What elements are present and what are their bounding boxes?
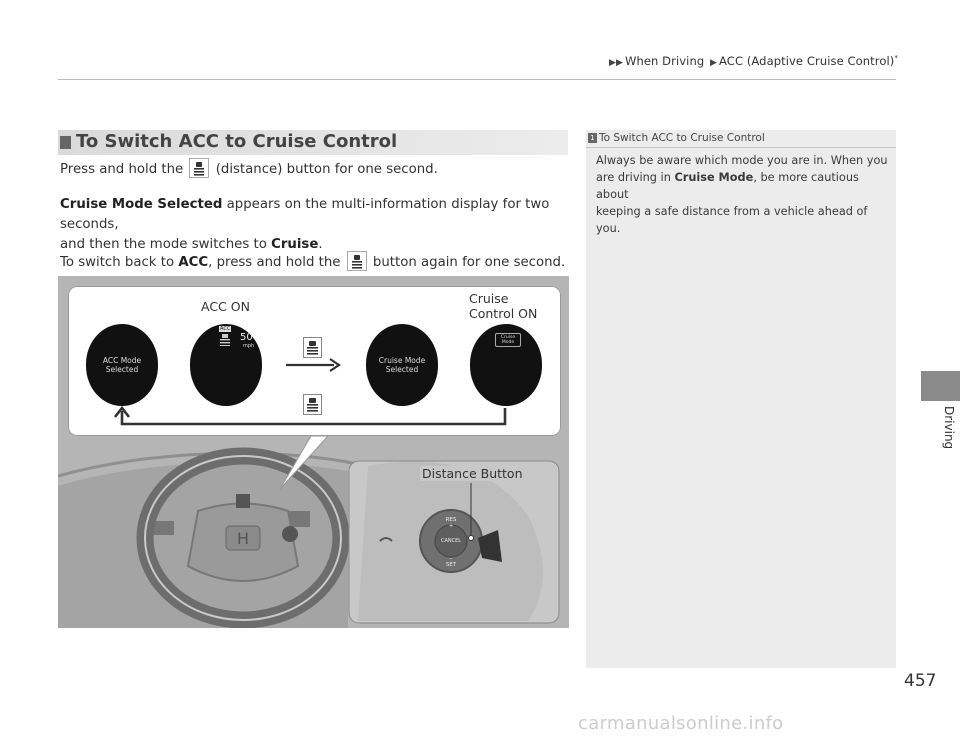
term-cruise-mode-selected: Cruise Mode Selected bbox=[60, 197, 223, 212]
chapter-tab-label: Driving bbox=[942, 406, 956, 450]
display-acc-on: ACC 50 mph bbox=[190, 324, 262, 406]
breadcrumb-arrows-icon: ▶▶ bbox=[608, 58, 623, 68]
label-cruise-control-on: Cruise Control ON bbox=[469, 291, 538, 321]
breadcrumb-item-when-driving: When Driving bbox=[625, 54, 705, 68]
distance-button-label: Distance Button bbox=[422, 466, 523, 481]
side-note-text: Always be aware which mode you are in. When you are driving in Cruise Mode, be more cautious about keeping a safe distance from a vehicle ahead of you. bbox=[596, 154, 888, 235]
display-cruise-on: Cruise Mode bbox=[470, 324, 542, 406]
term-acc: ACC bbox=[178, 255, 209, 270]
note-number-icon: 1 bbox=[588, 133, 597, 143]
watermark: carmanualsonline.info bbox=[578, 713, 784, 734]
text: , press and hold the bbox=[208, 255, 341, 270]
breadcrumb-item-acc: ACC (Adaptive Cruise Control) bbox=[719, 54, 895, 68]
paragraph-press-hold bbox=[60, 158, 570, 180]
text: and then the mode switches to bbox=[60, 237, 267, 252]
paragraph-switch-back bbox=[60, 251, 570, 273]
breadcrumb bbox=[607, 54, 898, 68]
chapter-tab[interactable] bbox=[921, 371, 960, 401]
option-mark: * bbox=[894, 54, 898, 63]
term-cruise: Cruise bbox=[271, 237, 319, 252]
text: To switch back to bbox=[60, 255, 175, 270]
text: (distance) button for one second. bbox=[215, 162, 438, 177]
section-square-icon bbox=[60, 136, 71, 149]
svg-text:H: H bbox=[236, 529, 250, 548]
side-note-title: To Switch ACC to Cruise Control bbox=[599, 132, 765, 144]
label-acc-on: ACC ON bbox=[201, 299, 250, 314]
display-cruise-mode-selected: Cruise Mode Selected bbox=[366, 324, 438, 406]
text: Press and hold the bbox=[60, 162, 184, 177]
mode-sequence-panel bbox=[68, 286, 561, 436]
section-title: To Switch ACC to Cruise Control bbox=[76, 131, 398, 152]
side-note-divider bbox=[586, 147, 896, 148]
page-number: 457 bbox=[904, 671, 937, 691]
distance-button-icon bbox=[189, 158, 209, 178]
mode-arrows bbox=[68, 286, 561, 436]
display-acc-mode-selected: ACC Mode Selected bbox=[86, 324, 158, 406]
set-minus-label: – SET bbox=[445, 556, 457, 568]
cancel-label: CANCEL bbox=[440, 538, 462, 544]
paragraph-cruise-selected bbox=[60, 195, 570, 255]
distance-button-icon bbox=[347, 251, 367, 271]
text: appears on the multi-information display for two seconds, bbox=[60, 197, 550, 232]
section-heading bbox=[58, 130, 568, 155]
header-divider bbox=[58, 79, 896, 80]
text: button again for one second. bbox=[372, 255, 566, 270]
side-note-heading bbox=[588, 132, 765, 144]
res-plus-label: RES + bbox=[445, 517, 457, 529]
breadcrumb-arrow-icon: ▶ bbox=[710, 58, 718, 68]
text: . bbox=[318, 237, 323, 252]
